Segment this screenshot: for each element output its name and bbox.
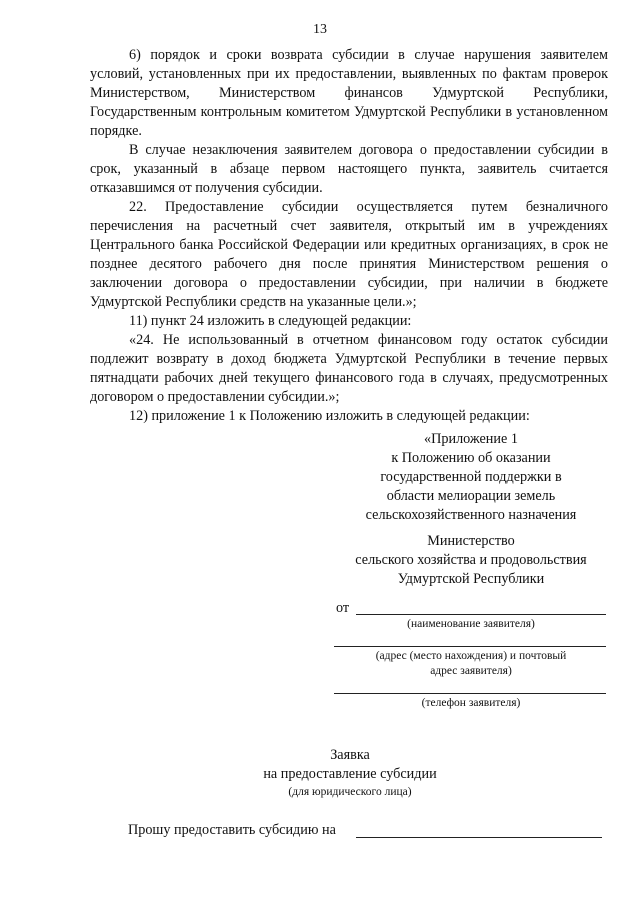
ministry-addressee (334, 532, 608, 589)
page-number: 13 (313, 22, 327, 37)
appendix-line: к Положению об оказании (391, 450, 551, 466)
request-text: Прошу предоставить субсидию на (128, 822, 336, 838)
form-note: (для юридического лица) (288, 786, 412, 798)
applicant-name-caption: (наименование заявителя) (407, 618, 535, 630)
paragraph-non-conclusion: В случае незаключения заявителем договора о предоставлении субсидии в срок, указанный в абзаце первом настоящего пункта, заявитель считается отказавшимся от получения субсидии. (90, 142, 608, 196)
appendix-line: сельскохозяйственного назначения (365, 507, 577, 523)
appendix-line: «Приложение 1 (424, 431, 518, 447)
ministry-line: сельского хозяйства и продовольствия (355, 552, 587, 568)
form-title: Заявка (330, 747, 370, 763)
applicant-phone-line[interactable] (334, 693, 606, 694)
ministry-line: Удмуртской Республики (397, 571, 545, 587)
form-subtitle: на предоставление субсидии (263, 766, 437, 782)
paragraph-item-22: 22. Предоставление субсидии осуществляется путем безналичного перечисления на расчетный счет заявителя, открытый им в учреждениях Центрального банка Российской Федерации или кредитных организациях, в срок не позднее десятого рабочего дня после принятия Министерством решения о заключении договора о предоставлении субсидии, при наличии в бюджете Удмуртской Республики средств на указанные цели.»; (90, 199, 608, 310)
applicant-from-row (336, 600, 608, 618)
body-text (90, 46, 608, 426)
request-row (128, 822, 336, 839)
ministry-line: Министерство (427, 533, 515, 549)
paragraph-item-24: «24. Не использованный в отчетном финансовом году остаток субсидии подлежит возврату в доход бюджета Удмуртской Республики в течение первых пятнадцати рабочих дней текущего финансового года в случаях, предусмотренных договором о предоставлении субсидии.»; (90, 332, 608, 405)
applicant-address-caption: (адрес (место нахождения) и почтовый адрес заявителя) (375, 650, 567, 677)
appendix-header (334, 430, 608, 525)
applicant-address-line[interactable] (334, 646, 606, 647)
from-prefix: от (336, 600, 350, 616)
applicant-phone-caption: (телефон заявителя) (421, 697, 521, 709)
paragraph-item-6: 6) порядок и сроки возврата субсидии в случае нарушения заявителем условий, установленных при их предоставлении, выявленных по фактам проверок Министерством, Министерством финансов Удмуртской Республики, Государственным контрольным комитетом Удмуртской Республики в установленном порядке. (90, 47, 608, 139)
appendix-line: государственной поддержки в (380, 469, 562, 485)
applicant-name-line[interactable] (356, 614, 606, 615)
paragraph-item-12: 12) приложение 1 к Положению изложить в следующей редакции: (129, 408, 530, 424)
appendix-line: области мелиорации земель (386, 488, 556, 504)
form-title-block (0, 746, 640, 800)
paragraph-item-11: 11) пункт 24 изложить в следующей редакции: (129, 313, 412, 329)
request-purpose-line[interactable] (356, 837, 602, 838)
